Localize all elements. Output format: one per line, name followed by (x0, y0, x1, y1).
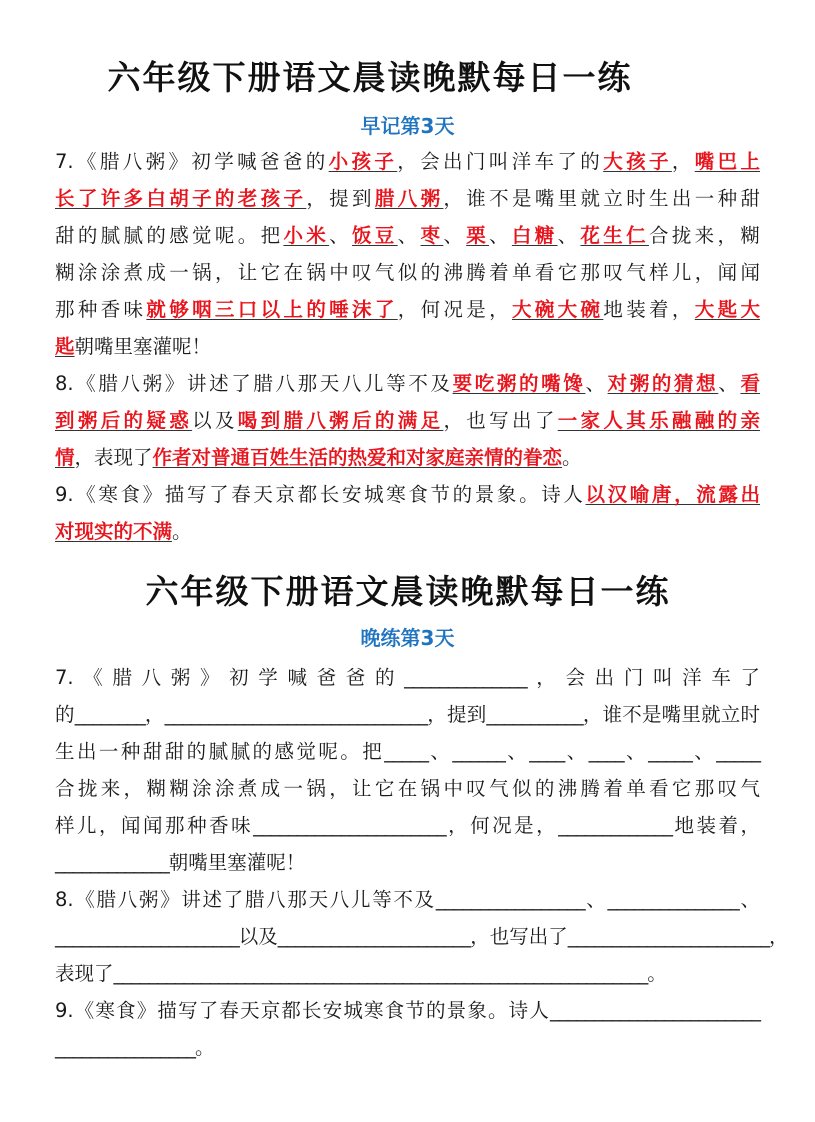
text-line (55, 807, 760, 844)
fill-in-blank[interactable]: ______________ (404, 666, 527, 689)
text-segment: 、 (557, 224, 581, 247)
fill-in-blank[interactable]: ___________ (486, 703, 583, 726)
text-line (55, 180, 760, 217)
text-segment: 。 (172, 520, 192, 543)
text-segment: 9.《寒食》描写了春天京都长安城寒食节的景象。诗人 (55, 999, 550, 1022)
answer-highlight: 喝到腊八粥后的满足 (237, 409, 444, 432)
fill-in-blank[interactable]: ____ (529, 740, 565, 763)
fill-in-blank[interactable]: ________ (74, 703, 145, 726)
answer-highlight: 花生仁 (580, 224, 649, 247)
text-segment: 朝嘴里塞灌呢！ (168, 851, 306, 874)
answer-highlight: 腊八粥 (374, 187, 444, 210)
section-subtitle-morning: 早记第3天 (360, 114, 455, 138)
text-segment: 、 (623, 740, 649, 763)
fill-in-blank[interactable]: _____ (384, 740, 428, 763)
text-line (55, 439, 760, 476)
text-line (55, 770, 760, 807)
text-segment: 、 (397, 224, 421, 247)
answer-highlight: 看 (740, 372, 760, 395)
fill-in-blank[interactable]: _____ (648, 740, 692, 763)
text-segment: 、 (718, 372, 741, 395)
fill-in-blank[interactable]: _______________ (607, 888, 739, 911)
answer-highlight: 大孩子 (603, 150, 672, 173)
text-segment: 以及 (192, 409, 238, 432)
answer-highlight: 一家人其乐融融的亲 (557, 409, 760, 432)
text-segment: ，也写出了 (443, 409, 558, 432)
fill-in-blank[interactable]: _____ (716, 740, 760, 763)
text-segment: 那种香味 (55, 298, 147, 321)
answer-highlight: 大匙大 (694, 298, 760, 321)
text-line (55, 955, 760, 992)
text-line (55, 918, 789, 955)
page-title-morning: 六年级下册语文晨读晚默每日一练 (107, 58, 633, 97)
fill-in-blank[interactable]: _____________ (558, 814, 672, 837)
section-subtitle-evening: 晚练第3天 (360, 626, 455, 650)
text-segment: 8.《腊八粥》讲述了腊八那天八儿等不及 (55, 888, 436, 911)
text-segment: 以及 (238, 925, 278, 948)
fill-in-blank[interactable]: _____________ (55, 851, 169, 874)
text-segment: 、 (564, 740, 589, 763)
text-segment: 。 (562, 446, 582, 469)
answer-highlight: 小孩子 (328, 150, 398, 173)
text-segment: ，何况是， (445, 814, 559, 837)
text-segment: 生出一种甜甜的腻腻的感觉呢。把 (55, 740, 385, 763)
answer-highlight: 枣 (420, 224, 444, 247)
text-segment: 合拢来，糊 (648, 224, 760, 247)
text-segment: 糊涂涂煮成一锅，让它在锅中叹气似的沸腾着单看它那叹气样儿，闻闻 (55, 261, 760, 284)
fill-in-blank[interactable]: _________________ (435, 888, 585, 911)
text-line (55, 881, 760, 918)
text-segment: 甜的腻腻的感觉呢。把 (55, 224, 284, 247)
fill-in-blank[interactable]: ______________________ (277, 925, 471, 948)
text-segment: ，提到 (306, 187, 375, 210)
text-line (55, 659, 760, 696)
text-segment: ，提到 (427, 703, 487, 726)
text-segment: 地装着， (603, 298, 695, 321)
text-segment: ， (144, 703, 165, 726)
answer-highlight: 嘴巴上 (694, 150, 760, 173)
answer-highlight: 大碗大碗 (511, 298, 604, 321)
text-segment: 合拢来，糊糊涂涂煮成一锅，让它在锅中叹气似的沸腾着单看它那叹气 (55, 777, 760, 800)
text-line (55, 992, 760, 1029)
answer-highlight: 白糖 (511, 224, 558, 247)
answer-highlight: 就够咽三口以上的唾沫了 (146, 298, 398, 321)
text-line (55, 143, 760, 180)
text-segment: 9.《寒食》描写了春天京都长安城寒食节的景象。诗人 (55, 483, 586, 506)
text-segment: 地装着， (671, 814, 760, 837)
fill-in-blank[interactable]: ____ (588, 740, 624, 763)
fill-in-blank[interactable]: ______________________________ (164, 703, 428, 726)
morning-recitation-text (55, 143, 760, 550)
answer-highlight: 小米 (283, 224, 330, 247)
text-line (55, 733, 760, 770)
text-line (55, 696, 760, 733)
fill-in-blank[interactable]: _______________________ (567, 925, 770, 948)
page-title-evening: 六年级下册语文晨读晚默每日一练 (145, 572, 671, 611)
fill-in-blank[interactable]: ______ (452, 740, 505, 763)
text-line (55, 513, 760, 550)
answer-highlight: 饭豆 (351, 224, 398, 247)
text-segment: 、 (584, 888, 608, 911)
text-segment: 、 (489, 224, 512, 247)
text-segment: 朝嘴里塞灌呢！ (74, 335, 212, 358)
answer-highlight: 栗 (466, 224, 490, 247)
text-segment: ， (671, 150, 695, 173)
text-segment: 7.《腊八粥》初学喊爸爸的 (55, 666, 405, 689)
text-segment: 。 (195, 1036, 215, 1059)
answer-highlight: 作者对普通百姓生活的热爱和对家庭亲情的眷恋 (152, 446, 563, 469)
answer-highlight: 长了许多白胡子的老孩子 (55, 187, 307, 210)
text-segment: 样儿，闻闻那种香味 (55, 814, 254, 837)
text-line (55, 291, 760, 328)
text-segment: 、 (427, 740, 453, 763)
text-line (55, 402, 760, 439)
answer-highlight: 要吃粥的嘴馋 (452, 372, 586, 395)
text-segment: ，会出门叫洋车了的 (397, 150, 604, 173)
text-segment: 、 (585, 372, 608, 395)
text-segment: 、 (329, 224, 352, 247)
text-segment: ，表现了 (74, 446, 153, 469)
text-segment: 的 (55, 703, 75, 726)
text-line (55, 844, 760, 881)
text-line (55, 328, 760, 365)
text-segment: 、 (443, 224, 467, 247)
fill-in-blank[interactable]: ________________________ (550, 999, 760, 1022)
text-segment: 8.《腊八粥》讲述了腊八那天八儿等不及 (55, 372, 453, 395)
text-line (55, 365, 760, 402)
text-segment: 、 (738, 888, 760, 911)
answer-highlight: 对粥的猜想 (607, 372, 719, 395)
text-line (55, 254, 760, 291)
text-line (55, 476, 760, 513)
text-segment: ，谁不是嘴里就立时 (582, 703, 760, 726)
answer-highlight: 情 (55, 446, 75, 469)
text-segment: ， (769, 925, 789, 948)
text-segment: ，会出门叫洋车了 (526, 666, 760, 689)
fill-in-blank[interactable]: _____________________________________________________________ (113, 962, 648, 985)
text-segment: 7.《腊八粥》初学喊爸爸的 (55, 150, 329, 173)
text-segment: 表现了 (55, 962, 114, 985)
fill-in-blank[interactable]: ________________ (55, 1036, 195, 1059)
fill-in-blank[interactable]: _____________________ (55, 925, 239, 948)
answer-highlight: 以汉喻唐，流露出 (585, 483, 760, 506)
text-line (55, 217, 760, 254)
text-segment: 。 (647, 962, 667, 985)
text-segment: 、 (504, 740, 530, 763)
text-segment: ，何况是， (397, 298, 512, 321)
fill-in-blank[interactable]: ______________________ (253, 814, 446, 837)
answer-highlight: 对现实的不满 (55, 520, 173, 543)
text-segment: ，谁不是嘴里就立时生出一种甜 (443, 187, 760, 210)
text-segment: ，也写出了 (470, 925, 568, 948)
answer-highlight: 到粥后的疑惑 (55, 409, 193, 432)
text-segment: 、 (691, 740, 717, 763)
evening-fill-in-exercise (55, 659, 789, 1066)
text-line (55, 1029, 760, 1066)
answer-highlight: 匙 (55, 335, 75, 358)
